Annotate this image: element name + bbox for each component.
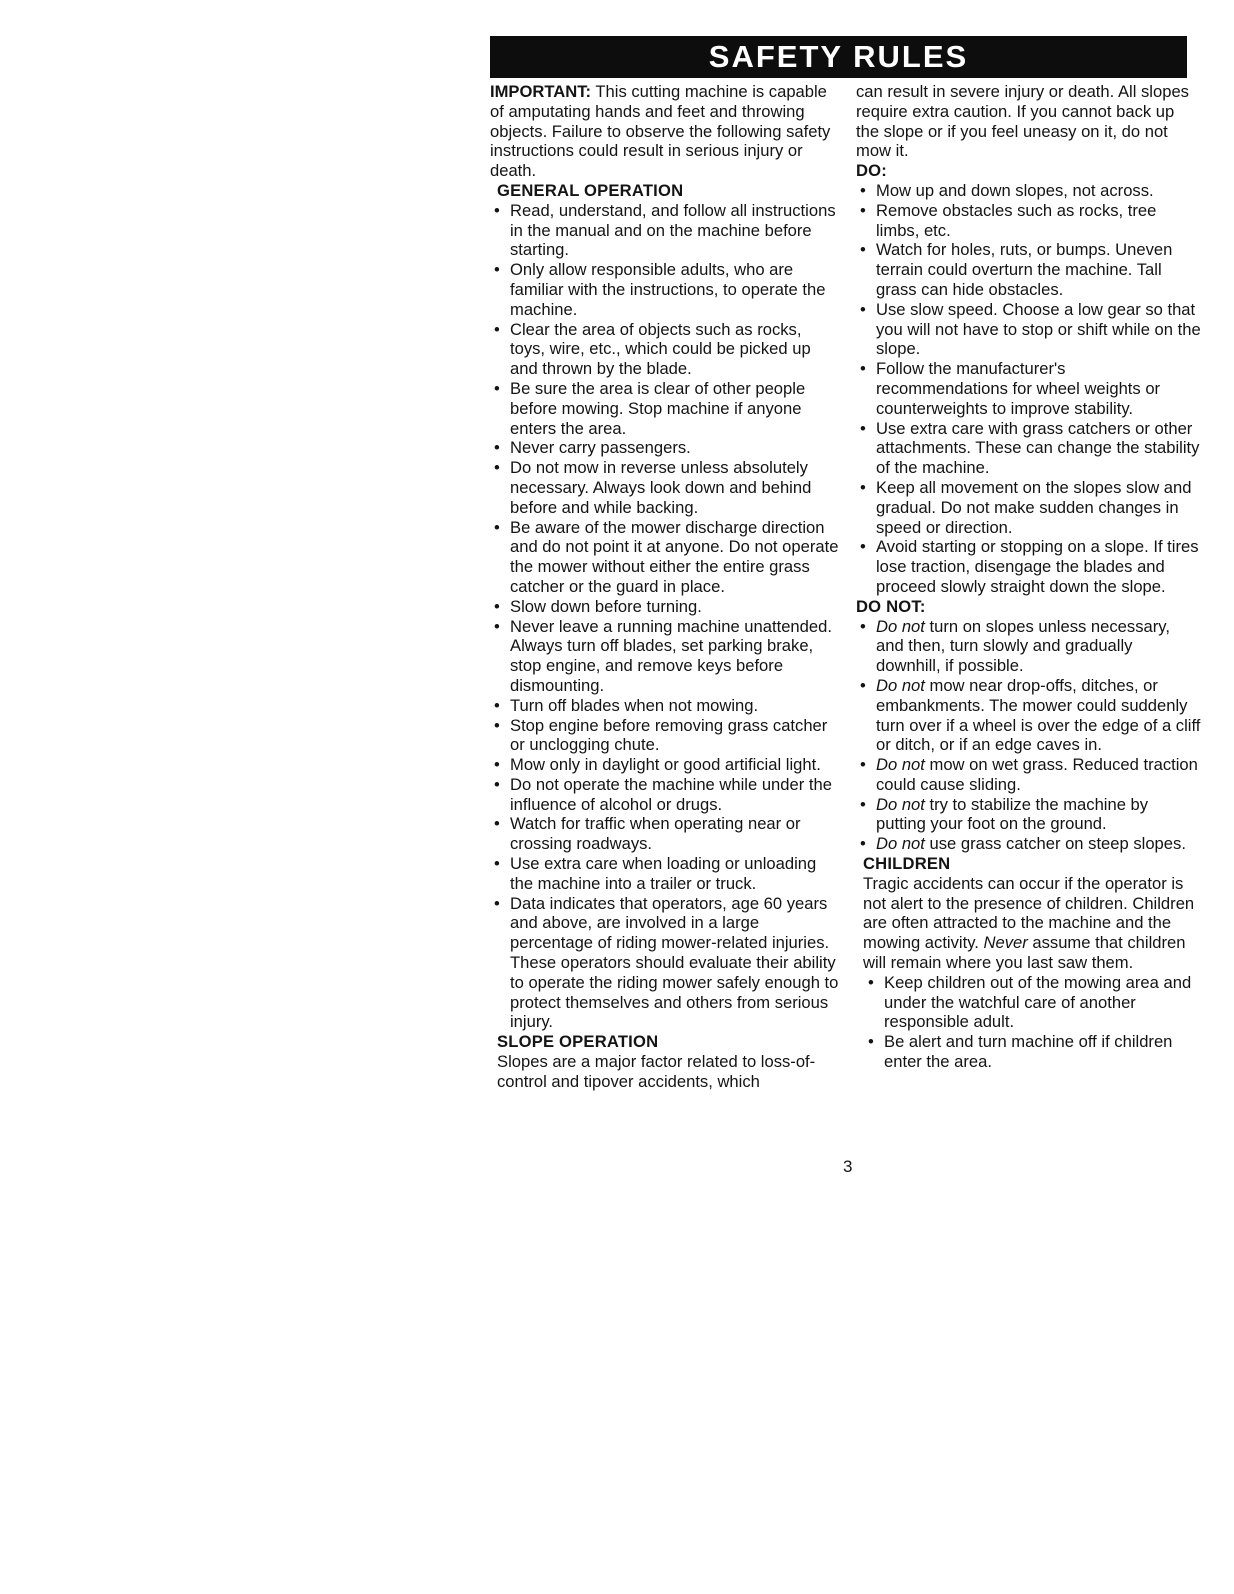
left-column [490, 82, 840, 1092]
list-item: • Only allow responsible adults, who are familiar with the instructions, to operate the machine. [490, 260, 840, 319]
list-item: • Data indicates that operators, age 60 years and above, are involved in a large percentage of riding mower-related injuries. These operators should evaluate their ability to operate the riding mower safely enough to protect themselves and others from serious injury. [490, 894, 840, 1033]
list-item: • Be sure the area is clear of other people before mowing. Stop machine if anyone enters the area. [490, 379, 840, 438]
list-item [856, 834, 1201, 854]
list-item: • Never leave a running machine unattended. Always turn off blades, set parking brake, stop engine, and remove keys before dismounting. [490, 617, 840, 696]
list-item [856, 617, 1201, 676]
list-item: • Mow up and down slopes, not across. [856, 181, 1201, 201]
page-title: SAFETY RULES [490, 36, 1187, 78]
do-not-prefix: Do not [876, 834, 925, 854]
important-label: IMPORTANT: [490, 82, 592, 101]
children-list [856, 973, 1201, 1072]
list-item: • Read, understand, and follow all instructions in the manual and on the machine before starting. [490, 201, 840, 260]
list-item: • Watch for traffic when operating near or crossing roadways. [490, 814, 840, 854]
page-number: 3 [843, 1157, 853, 1176]
slope-operation-text: Slopes are a major factor related to loss-of-control and tipover accidents, which [497, 1052, 816, 1091]
general-operation-list [490, 201, 840, 1032]
list-item: • Use extra care when loading or unloading the machine into a trailer or truck. [490, 854, 840, 894]
do-not-heading: DO NOT: [856, 596, 926, 616]
list-item-text: turn on slopes unless necessary, and then, turn slowly and gradually downhill, if possible. [876, 616, 1170, 676]
do-not-prefix: Do not [876, 675, 925, 695]
list-item-text: mow on wet grass. Reduced traction could cause sliding. [876, 755, 1198, 794]
list-item: • Turn off blades when not mowing. [490, 696, 840, 716]
list-item: • Be aware of the mower discharge direction and do not point it at anyone. Do not operate the mower without either the entire grass catcher or the guard in place. [490, 518, 840, 597]
important-notice [490, 82, 840, 181]
general-operation-heading: GENERAL OPERATION [497, 180, 684, 200]
list-item: • Never carry passengers. [490, 438, 840, 458]
list-item: • Mow only in daylight or good artificial light. [490, 755, 840, 775]
list-item: • Use slow speed. Choose a low gear so that you will not have to stop or shift while on the slope. [856, 300, 1201, 359]
children-heading: CHILDREN [863, 854, 951, 874]
slope-operation-text-continued: can result in severe injury or death. All slopes require extra caution. If you cannot back up the slope or if you feel uneasy on it, do not mow it. [856, 82, 1189, 161]
children-text-emphasis: Never [983, 933, 1028, 953]
important-text: This cutting machine is capable of amputating hands and feet and throwing objects. Failure to observe the following safety instructions could result in serious injury or death. [490, 82, 831, 181]
list-item: • Do not operate the machine while under the influence of alcohol or drugs. [490, 775, 840, 815]
list-item: • Clear the area of objects such as rocks, toys, wire, etc., which could be picked up and thrown by the blade. [490, 320, 840, 379]
list-item: • Follow the manufacturer's recommendations for wheel weights or counterweights to improve stability. [856, 359, 1201, 418]
list-item: • Be alert and turn machine off if children enter the area. [856, 1032, 1201, 1072]
right-column [856, 82, 1201, 1072]
list-item: • Do not mow in reverse unless absolutely necessary. Always look down and behind before and while backing. [490, 458, 840, 517]
do-not-prefix: Do not [876, 755, 925, 775]
list-item: • Keep children out of the mowing area and under the watchful care of another responsible adult. [856, 973, 1201, 1032]
list-item: • Use extra care with grass catchers or other attachments. These can change the stability of the machine. [856, 419, 1201, 478]
children-text [856, 874, 1201, 973]
list-item-text: try to stabilize the machine by putting your foot on the ground. [876, 794, 1149, 834]
list-item: • Watch for holes, ruts, or bumps. Uneven terrain could overturn the machine. Tall grass can hide obstacles. [856, 240, 1201, 299]
list-item [856, 676, 1201, 755]
do-list [856, 181, 1201, 597]
list-item-text: use grass catcher on steep slopes. [924, 834, 1186, 854]
children-text-part2: assume that children will remain where you last saw them. [863, 933, 1186, 973]
list-item: • Keep all movement on the slopes slow and gradual. Do not make sudden changes in speed or direction. [856, 478, 1201, 537]
list-item-text: mow near drop-offs, ditches, or embankments. The mower could suddenly turn over if a wheel is over the edge of a cliff or ditch, or if an edge caves in. [876, 675, 1201, 755]
list-item: • Slow down before turning. [490, 597, 840, 617]
do-not-list [856, 617, 1201, 855]
list-item [856, 795, 1201, 835]
list-item: • Stop engine before removing grass catcher or unclogging chute. [490, 716, 840, 756]
list-item [856, 755, 1201, 795]
list-item: • Avoid starting or stopping on a slope. If tires lose traction, disengage the blades and proceed slowly straight down the slope. [856, 537, 1201, 596]
slope-operation-heading: SLOPE OPERATION [497, 1032, 659, 1052]
list-item: • Remove obstacles such as rocks, tree limbs, etc. [856, 201, 1201, 241]
children-text-part1: Tragic accidents can occur if the operator is not alert to the presence of children. Children are often attracted to the machine and the mowing activity. [863, 873, 1195, 953]
do-heading: DO: [856, 161, 888, 181]
do-not-prefix: Do not [876, 794, 925, 814]
do-not-prefix: Do not [876, 616, 925, 636]
